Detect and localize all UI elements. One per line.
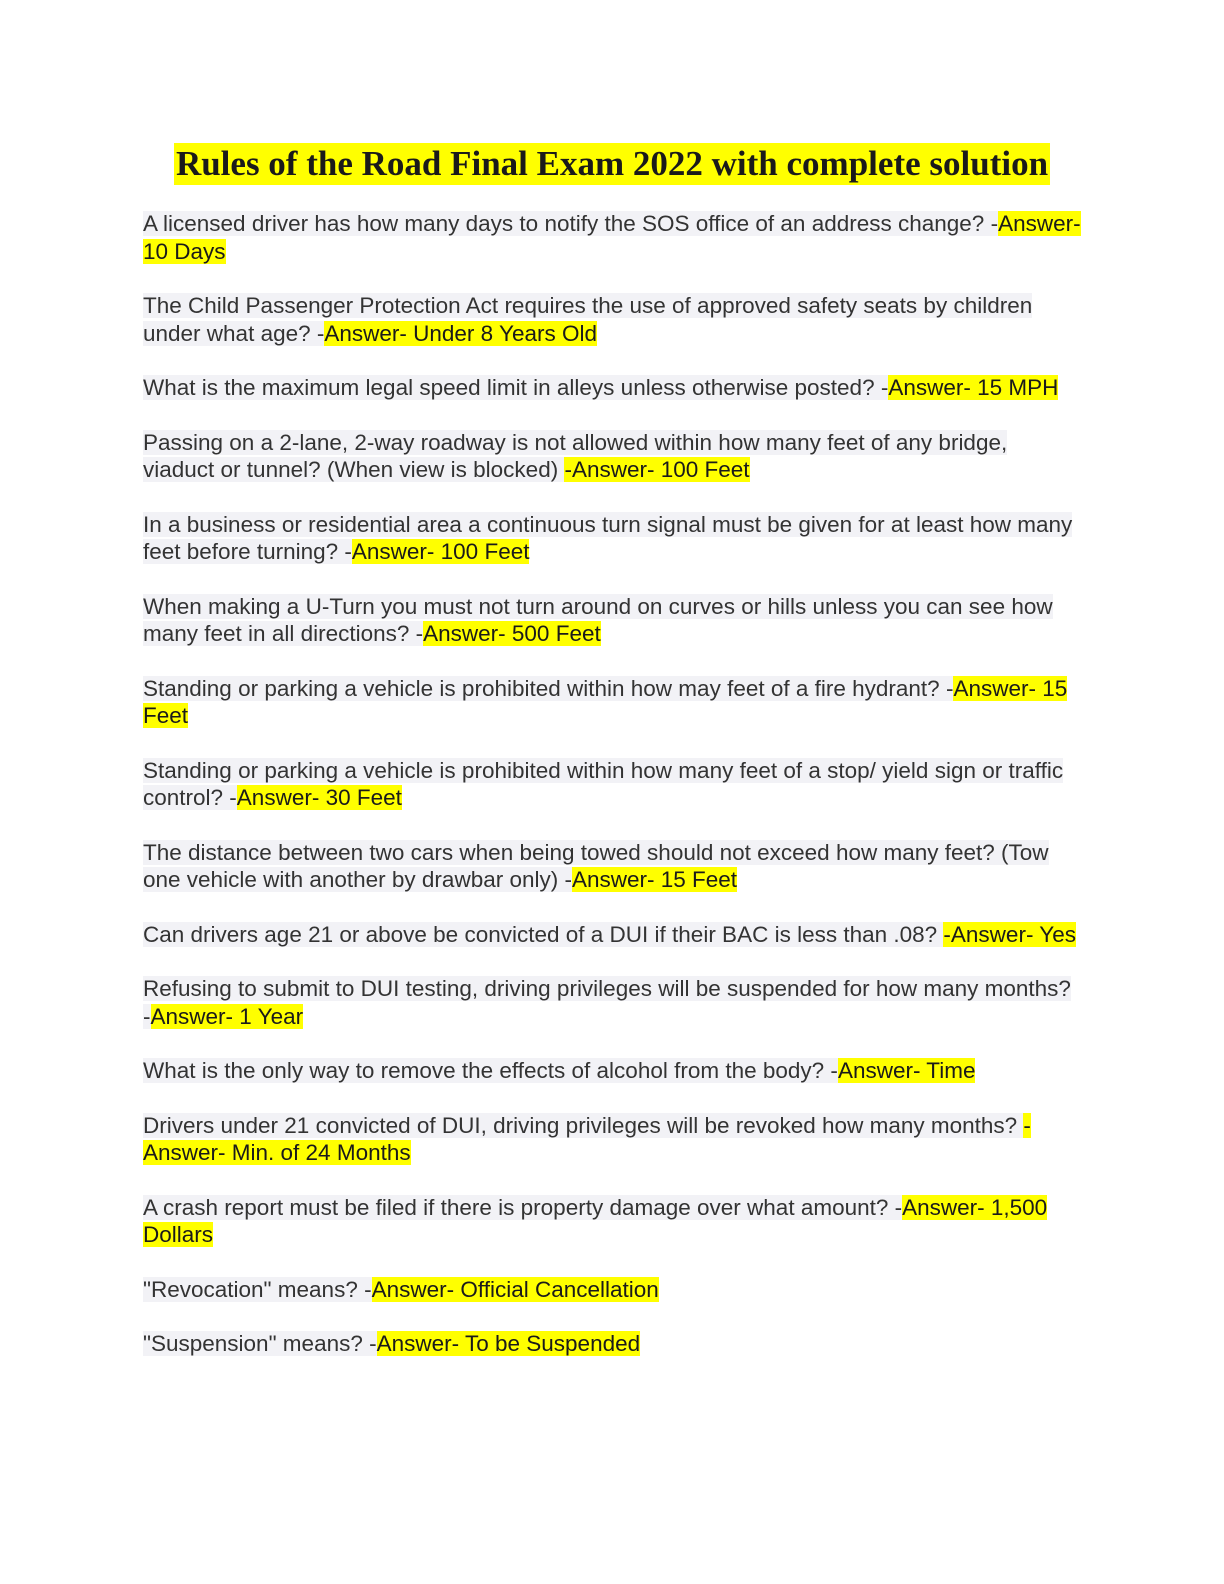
qa-item	[143, 210, 1083, 265]
answer-text: Answer- 10 Days	[143, 211, 1081, 264]
question-text: "Revocation" means? -	[143, 1276, 372, 1302]
qa-item	[143, 1112, 1083, 1167]
question-text: The Child Passenger Protection Act requires the use of approved safety seats by children under what age? -	[143, 293, 1033, 346]
answer-text: Answer- Time	[837, 1058, 976, 1083]
qa-item	[143, 292, 1083, 347]
question-text: Standing or parking a vehicle is prohibited within how may feet of a fire hydrant? -	[143, 675, 954, 701]
qa-item	[143, 1194, 1083, 1249]
question-text: A licensed driver has how many days to notify the SOS office of an address change? -	[143, 211, 999, 236]
question-text: A crash report must be filed if there is property damage over what amount? -	[143, 1194, 903, 1220]
qa-item	[143, 921, 1083, 949]
qa-item	[143, 675, 1083, 730]
answer-text: Answer- 15 Feet	[143, 675, 1068, 728]
title-container	[0, 143, 1224, 185]
answer-text: Answer- Under 8 Years Old	[324, 320, 598, 346]
question-text: The distance between two cars when being towed should not exceed how many feet? (Tow one vehicle with another by drawbar only) -	[143, 839, 1049, 892]
question-text: Passing on a 2-lane, 2-way roadway is not allowed within how many feet of any bridge, viaduct or tunnel? (When view is blocked)	[143, 429, 1008, 482]
qa-item	[143, 374, 1083, 402]
qa-item	[143, 593, 1083, 648]
qa-item	[143, 975, 1083, 1030]
answer-text: Answer- 1,500 Dollars	[143, 1194, 1048, 1247]
answer-text: Answer- 15 Feet	[571, 867, 738, 892]
question-text: Drivers under 21 convicted of DUI, driving privileges will be revoked how many months?	[143, 1112, 1024, 1138]
question-text: When making a U-Turn you must not turn around on curves or hills unless you can see how many feet in all directions? -	[143, 593, 1053, 646]
qa-item	[143, 839, 1083, 894]
answer-text: Answer- 100 Feet	[351, 539, 530, 564]
answer-text: Answer- 15 MPH	[888, 375, 1059, 400]
answer-text: Answer- 1 Year	[150, 1003, 304, 1029]
question-text: What is the maximum legal speed limit in alleys unless otherwise posted? -	[143, 375, 889, 400]
answer-text: -Answer- Yes	[943, 921, 1076, 947]
question-text: Can drivers age 21 or above be convicted of a DUI if their BAC is less than .08?	[143, 921, 944, 947]
answer-text: Answer- 500 Feet	[423, 621, 601, 646]
document-title: Rules of the Road Final Exam 2022 with complete solution	[175, 144, 1049, 183]
answer-text: Answer- To be Suspended	[376, 1331, 641, 1356]
qa-item	[143, 1330, 1083, 1358]
qa-item	[143, 1276, 1083, 1304]
qa-item	[143, 429, 1083, 484]
answer-text: Answer- Official Cancellation	[371, 1276, 659, 1302]
question-text: What is the only way to remove the effects of alcohol from the body? -	[143, 1058, 838, 1083]
answer-text: Answer- 30 Feet	[236, 785, 402, 810]
answer-text: -Answer- 100 Feet	[564, 457, 750, 482]
qa-item	[143, 1057, 1083, 1085]
qa-item	[143, 511, 1083, 566]
question-text: Refusing to submit to DUI testing, driving privileges will be suspended for how many months? -	[143, 976, 1071, 1029]
question-text: Standing or parking a vehicle is prohibited within how many feet of a stop/ yield sign or traffic control? -	[143, 757, 1064, 810]
question-text: "Suspension" means? -	[143, 1331, 377, 1356]
qa-list	[143, 210, 1083, 1385]
qa-item	[143, 757, 1083, 812]
question-text: In a business or residential area a continuous turn signal must be given for at least how many feet before turning? -	[143, 511, 1073, 564]
answer-text: -Answer- Min. of 24 Months	[143, 1112, 1031, 1165]
